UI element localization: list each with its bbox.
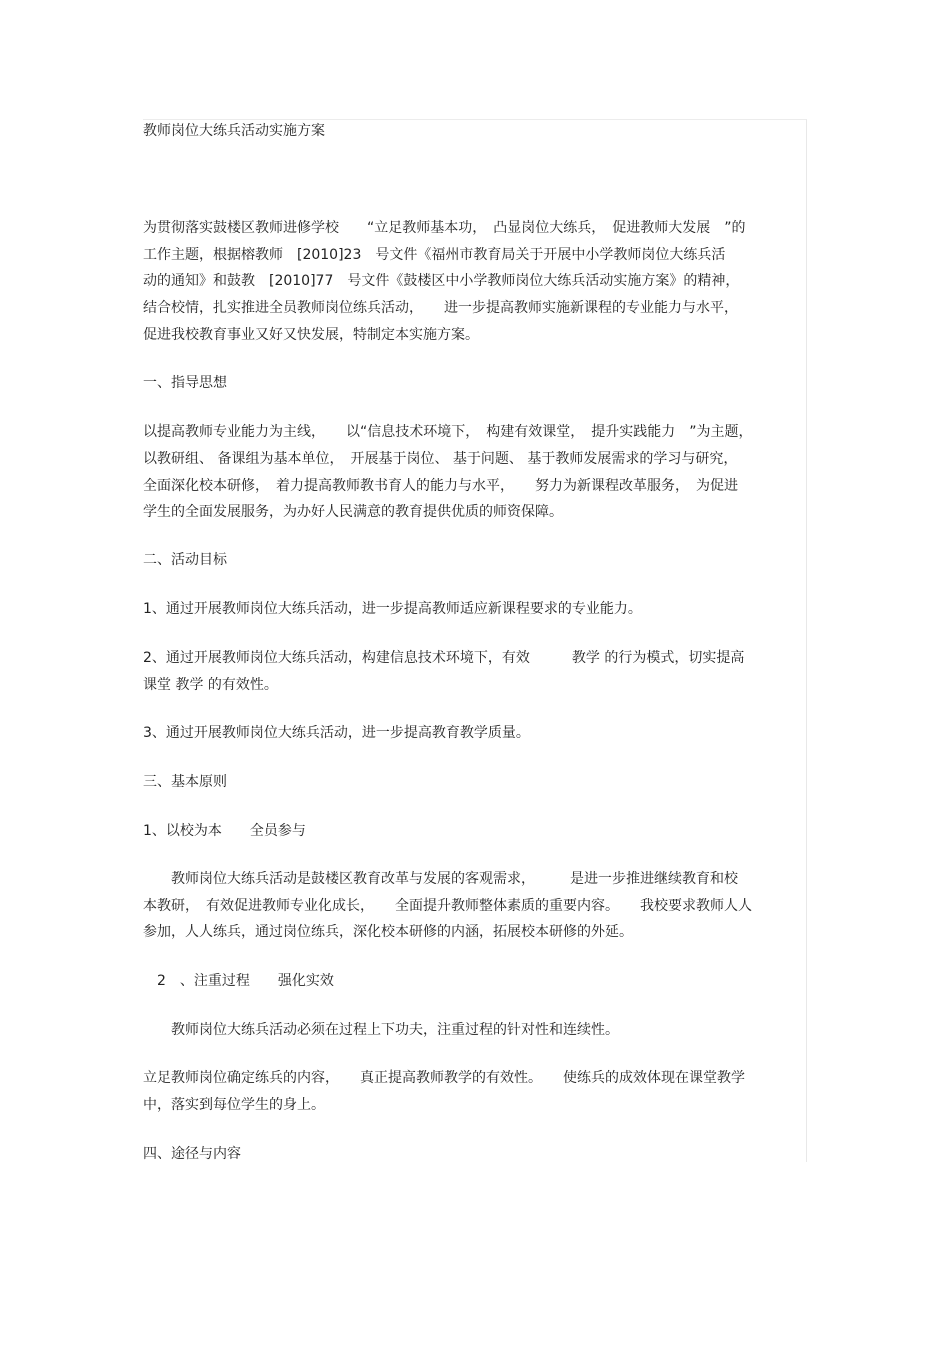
document-title: 教师岗位大练兵活动实施方案 [143,123,325,139]
paragraph-line: 参加，人人练兵，通过岗位练兵，深化校本研修的内涵，拓展校本研修的外延。 [143,924,633,940]
paragraph-line: 教师岗位大练兵活动是鼓楼区教育改革与发展的客观需求， 是进一步推进继续教育和校 [143,871,738,887]
subsection-heading: 1、以校为本 全员参与 [143,823,306,839]
list-item: 3、通过开展教师岗位大练兵活动，进一步提高教育教学质量。 [143,725,530,741]
paragraph-line: 工作主题，根据榕教师 [2010]23 号文件《福州市教育局关于开展中小学教师岗位大练兵活 [143,247,726,263]
section-heading: 三、基本原则 [143,774,227,790]
section-heading: 二、活动目标 [143,552,227,568]
paragraph-line: 为贯彻落实鼓楼区教师进修学校 “立足教师基本功， 凸显岗位大练兵， 促进教师大发展 ”的 [143,220,746,236]
paragraph-line: 促进我校教育事业又好又快发展，特制定本实施方案。 [143,327,479,343]
paragraph-line: 课堂 教学 的有效性。 [143,677,278,693]
subsection-heading: 2 、注重过程 强化实效 [143,973,334,989]
list-item: 1、通过开展教师岗位大练兵活动，进一步提高教师适应新课程要求的专业能力。 [143,601,642,617]
paragraph-line: 学生的全面发展服务，为办好人民满意的教育提供优质的师资保障。 [143,504,563,520]
paragraph-line: 教师岗位大练兵活动必须在过程上下功夫，注重过程的针对性和连续性。 [143,1022,619,1038]
paragraph-line: 以提高教师专业能力为主线， 以“信息技术环境下， 构建有效课堂， 提升实践能力 ”为主题， [143,424,753,440]
paragraph-line: 结合校情，扎实推进全员教师岗位练兵活动， 进一步提高教师实施新课程的专业能力与水平， [143,300,738,316]
section-heading: 一、指导思想 [143,375,227,391]
paragraph-line: 本教研， 有效促进教师专业化成长， 全面提升教师整体素质的重要内容。 我校要求教师人人 [143,898,752,914]
paragraph-line: 中，落实到每位学生的身上。 [143,1097,325,1113]
paragraph-line: 全面深化校本研修， 着力提高教师教书育人的能力与水平， 努力为新课程改革服务， 为促进 [143,478,738,494]
list-item: 2、通过开展教师岗位大练兵活动，构建信息技术环境下，有效 教学 的行为模式，切实提高 [143,650,745,666]
section-heading: 四、途径与内容 [143,1146,241,1162]
paragraph-line: 立足教师岗位确定练兵的内容， 真正提高教师教学的有效性。 使练兵的成效体现在课堂教学 [143,1070,745,1086]
paragraph-line: 以教研组、 备课组为基本单位， 开展基于岗位、 基于问题、 基于教师发展需求的学习与研究， [143,451,738,467]
paragraph-line: 动的通知》和鼓教 [2010]77 号文件《鼓楼区中小学教师岗位大练兵活动实施方案》的精神， [143,273,740,289]
